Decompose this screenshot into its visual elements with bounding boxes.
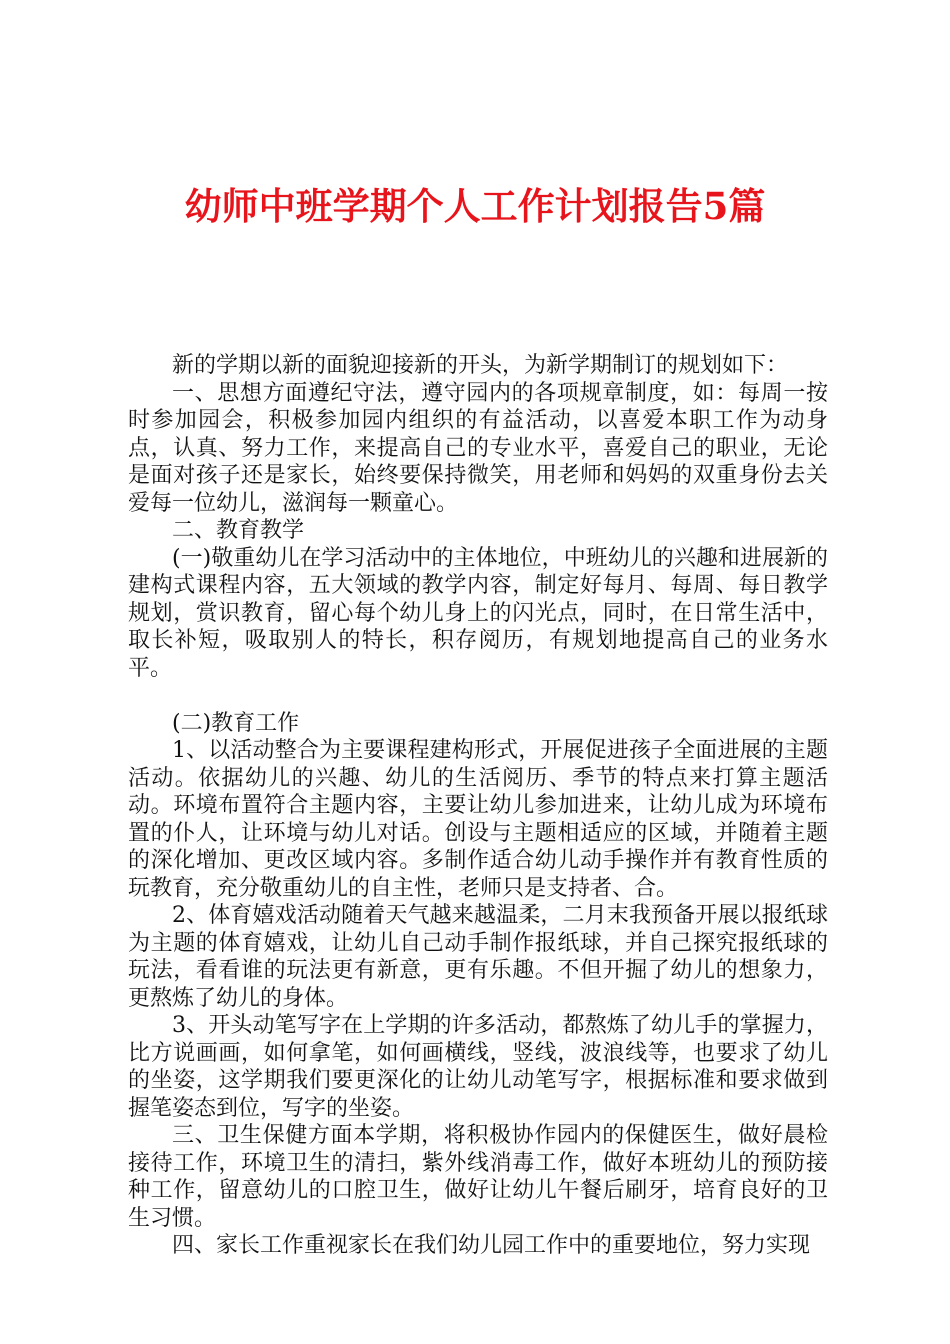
paragraph-section-2-2-heading: (二)教育工作 bbox=[172, 710, 300, 736]
paragraph-section-1: 一、思想方面遵纪守法，遵守园内的各项规章制度，如：每周一按时参加园会，积极参加园内组织的有益活动，以喜爱本职工作为动身点，认真、努力工作，来提高自己的专业水平，喜爱自己的职业，无论是面对孩子还是家长，始终要保持微笑，用老师和妈妈的双重身份去关爱每一位幼儿，滋润每一颗童心。 bbox=[128, 380, 828, 516]
paragraph-intro: 新的学期以新的面貌迎接新的开头，为新学期制订的规划如下： bbox=[172, 353, 789, 378]
paragraph-item-3: 3、开头动笔写字在上学期的许多活动，都熬炼了幼儿手的掌握力，比方说画画，如何拿笔，如何画横线，竖线，波浪线等，也要求了幼儿的坐姿，这学期我们要更深化的让幼儿动笔写字，根据标准和要求做到握笔姿态到位，写字的坐姿。 bbox=[128, 1013, 828, 1121]
paragraph-item-1: 1、以活动整合为主要课程建构形式，开展促进孩子全面进展的主题活动。依据幼儿的兴趣、幼儿的生活阅历、季节的特点来打算主题活动。环境布置符合主题内容，主要让幼儿参加进来，让幼儿成为环境布置的仆人，让环境与幼儿对话。创设与主题相适应的区域，并随着主题的深化增加、更改区域内容。多制作适合幼儿动手操作并有教育性质的玩教育，充分敬重幼儿的自主性，老师只是支持者、合。 bbox=[128, 738, 828, 901]
paragraph-section-4: 四、家长工作重视家长在我们幼儿园工作中的重要地位，努力实现 bbox=[172, 1233, 811, 1258]
paragraph-section-3: 三、卫生保健方面本学期，将积极协作园内的保健医生，做好晨检接待工作，环境卫生的清扫，紫外线消毒工作，做好本班幼儿的预防接种工作，留意幼儿的口腔卫生，做好让幼儿午餐后刷牙，培育良好的卫生习惯。 bbox=[128, 1123, 828, 1231]
paragraph-section-2-heading: 二、教育教学 bbox=[172, 518, 305, 543]
paragraph-section-2-1: (一)敬重幼儿在学习活动中的主体地位，中班幼儿的兴趣和进展新的建构式课程内容，五大领域的教学内容，制定好每月、每周、每日教学规划，赏识教育，留心每个幼儿身上的闪光点，同时，在日常生活中，取长补短，吸取别人的特长，积存阅历，有规划地提高自己的业务水平。 bbox=[128, 545, 828, 681]
paragraph-item-2: 2、体育嬉戏活动随着天气越来越温柔，二月末我预备开展以报纸球为主题的体育嬉戏，让幼儿自己动手制作报纸球，并自己探究报纸球的玩法，看看谁的玩法更有新意，更有乐趣。不但开掘了幼儿的想象力，更熬炼了幼儿的身体。 bbox=[128, 903, 828, 1011]
document-body bbox=[128, 352, 828, 1260]
document-title: 幼师中班学期个人工作计划报告5篇 bbox=[184, 184, 766, 228]
